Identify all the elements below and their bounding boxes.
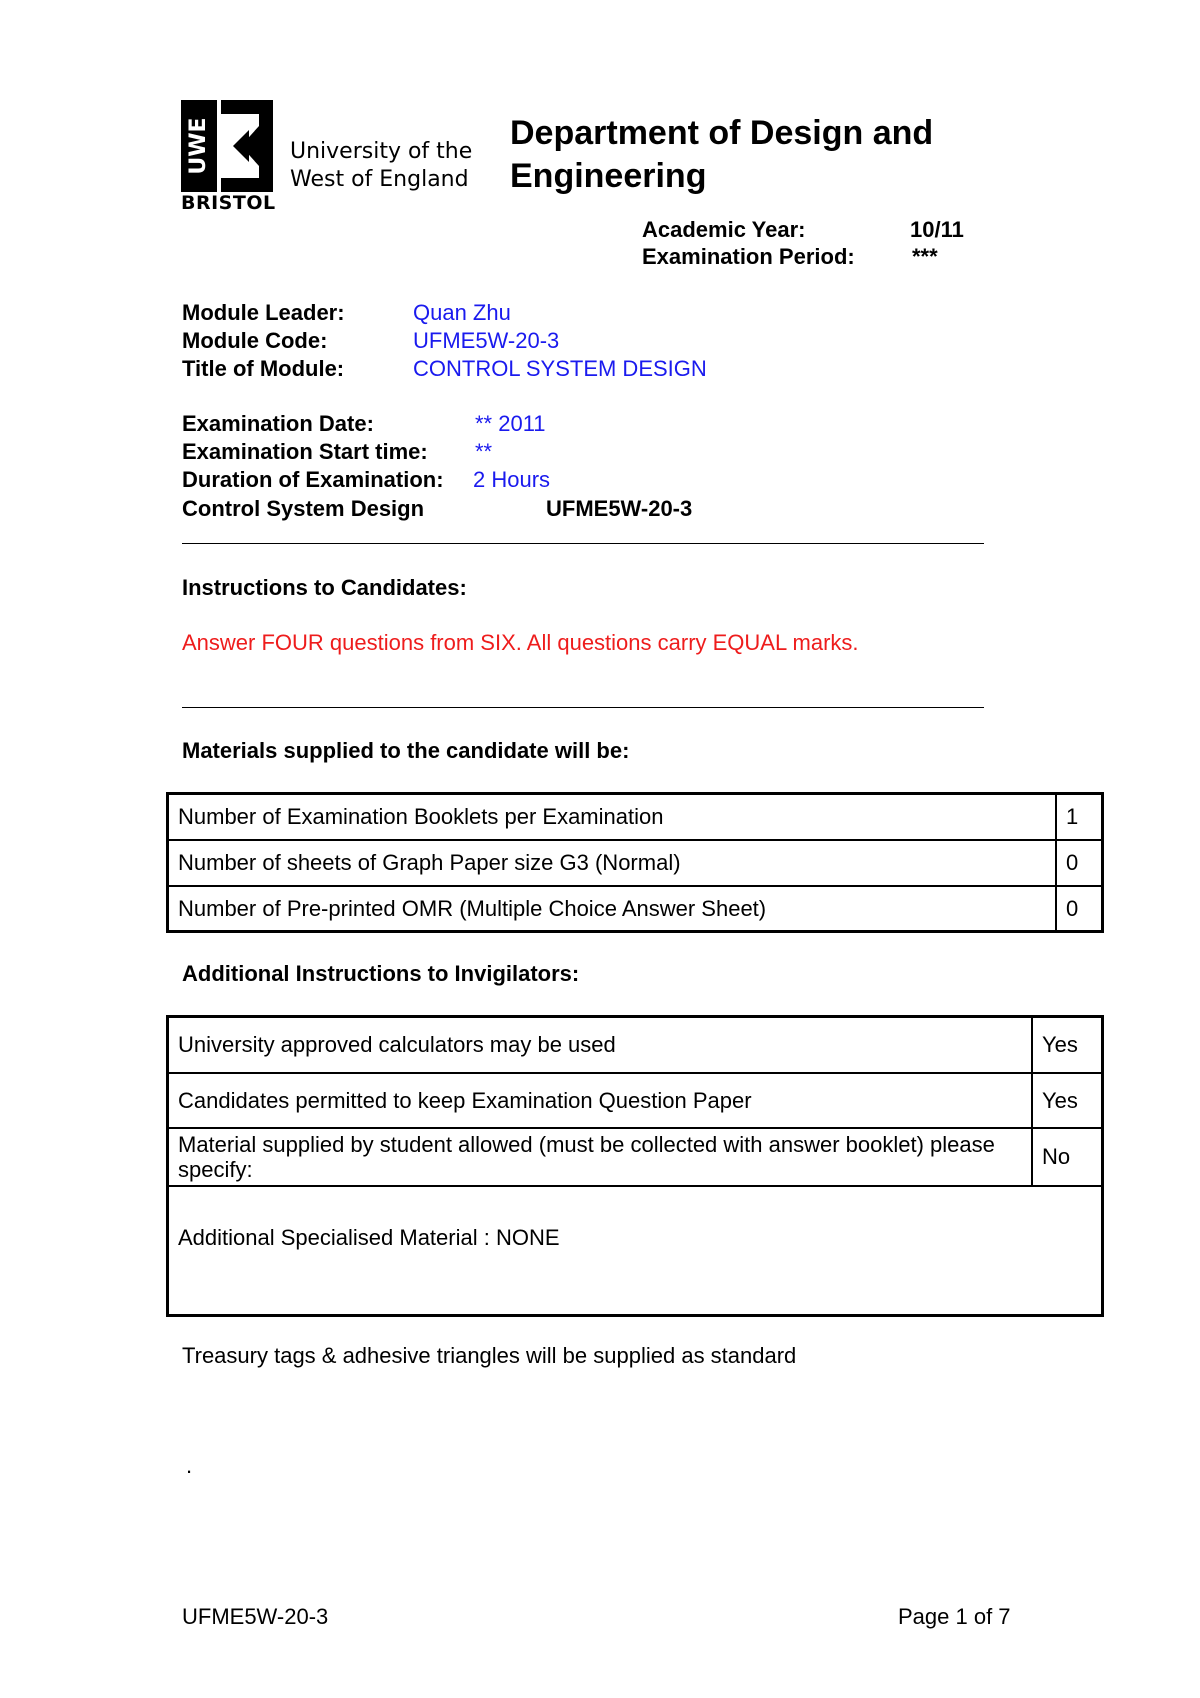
exam-period-value: ***: [912, 244, 938, 269]
module-title-value: CONTROL SYSTEM DESIGN: [413, 356, 707, 381]
department-title-line2: Engineering: [510, 157, 707, 195]
table-row: [168, 886, 1103, 932]
logo-mark-text: UWE: [186, 117, 211, 175]
exam-start-value: **: [475, 439, 493, 464]
divider-top: [182, 543, 984, 544]
invigilators-table: [166, 1015, 1104, 1317]
subject-code: UFME5W-20-3: [546, 496, 693, 521]
materials-row-value: 1: [1056, 794, 1103, 840]
invigilators-row-value: Yes: [1032, 1073, 1103, 1128]
university-name-line2: West of England: [290, 167, 469, 192]
module-leader-label: Module Leader:: [182, 300, 345, 325]
subject-label: Control System Design: [182, 496, 425, 521]
department-title-line1: Department of Design and: [510, 114, 934, 152]
university-name: [290, 138, 472, 194]
logo-city: BRISTOL: [181, 192, 276, 214]
invigilators-row-label: Candidates permitted to keep Examination Question Paper: [168, 1073, 1033, 1128]
invigilators-row-label: University approved calculators may be used: [168, 1017, 1033, 1073]
table-row: [168, 1186, 1103, 1316]
module-title-label: Title of Module:: [182, 356, 345, 381]
divider-middle: [182, 707, 984, 708]
materials-row-value: 0: [1056, 840, 1103, 886]
exam-duration-value: 2 Hours: [473, 467, 551, 492]
materials-row-label: Number of Examination Booklets per Examination: [168, 794, 1057, 840]
module-code-label: Module Code:: [182, 328, 328, 353]
standard-supplies-note: Treasury tags & adhesive triangles will be supplied as standard: [182, 1343, 797, 1368]
materials-row-label: Number of Pre-printed OMR (Multiple Choice Answer Sheet): [168, 886, 1057, 932]
footer-module-code: UFME5W-20-3: [182, 1604, 329, 1629]
exam-date-value: ** 2011: [475, 411, 546, 436]
invigilators-row-value: Yes: [1032, 1017, 1103, 1073]
uwe-logo-mark: [181, 100, 273, 192]
table-row: [168, 794, 1103, 840]
materials-table: [166, 792, 1104, 933]
exam-duration-label: Duration of Examination:: [182, 467, 444, 492]
instructions-text: Answer FOUR questions from SIX. All questions carry EQUAL marks.: [182, 630, 859, 655]
table-row: [168, 1017, 1103, 1073]
footer-page-number: Page 1 of 7: [898, 1604, 1011, 1629]
invigilators-row-label: Material supplied by student allowed (must be collected with answer booklet) please specify:: [168, 1128, 1033, 1186]
instructions-heading: Instructions to Candidates:: [182, 575, 467, 600]
academic-year-value: 10/11: [910, 217, 964, 242]
exam-period-label: Examination Period:: [642, 244, 855, 269]
module-leader-value: Quan Zhu: [413, 300, 511, 325]
invigilators-row-value: No: [1032, 1128, 1103, 1186]
academic-year-label: Academic Year:: [642, 217, 806, 242]
invigilators-heading: Additional Instructions to Invigilators:: [182, 961, 580, 986]
materials-row-value: 0: [1056, 886, 1103, 932]
university-name-line1: University of the: [290, 139, 473, 164]
specialised-material: Additional Specialised Material : NONE: [168, 1186, 1103, 1316]
department-title: [510, 112, 933, 198]
table-row: [168, 1073, 1103, 1128]
module-code-value: UFME5W-20-3: [413, 328, 560, 353]
exam-start-label: Examination Start time:: [182, 439, 428, 464]
exam-date-label: Examination Date:: [182, 411, 374, 436]
materials-heading: Materials supplied to the candidate will be:: [182, 738, 630, 763]
table-row: [168, 840, 1103, 886]
materials-row-label: Number of sheets of Graph Paper size G3 (Normal): [168, 840, 1057, 886]
stray-dot: .: [186, 1453, 193, 1478]
table-row: [168, 1128, 1103, 1186]
